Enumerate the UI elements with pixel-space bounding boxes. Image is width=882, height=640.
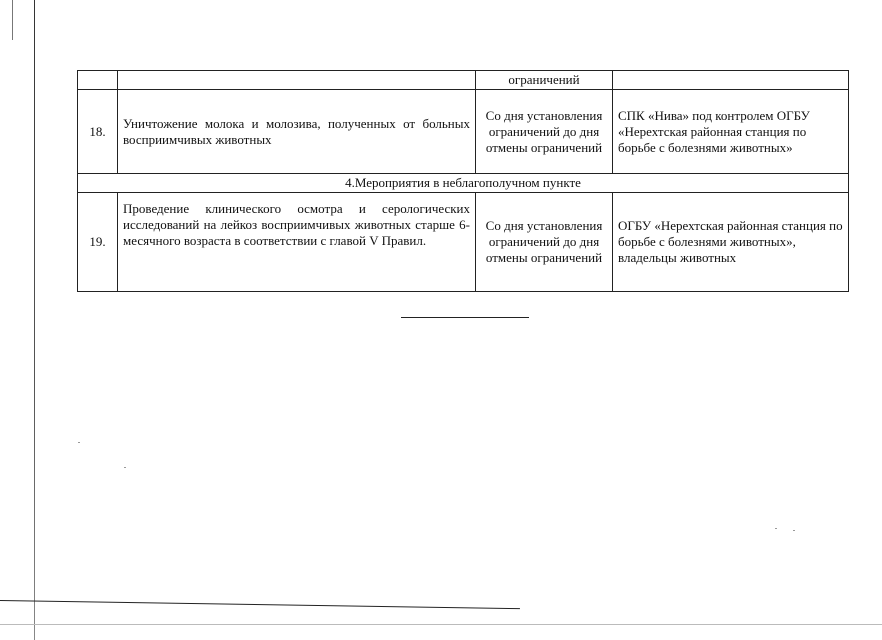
scan-edge-left-top	[12, 0, 13, 40]
scan-edge-bottom	[0, 600, 520, 609]
end-of-document-line	[401, 317, 529, 318]
cell-action: Уничтожение молока и молозива, полученных от больных восприимчивых животных	[118, 90, 476, 174]
cell-num: 19.	[78, 193, 118, 292]
table-row-continuation	[78, 71, 849, 90]
table-row-19	[78, 193, 849, 292]
scan-speck	[775, 528, 777, 529]
scan-speck	[793, 530, 795, 531]
cell-responsible: СПК «Нива» под контролем ОГБУ «Нерехтская районная станция по борьбе с болезнями животных»	[613, 90, 849, 174]
cell-num	[78, 71, 118, 90]
cell-time: ограничений	[476, 71, 613, 90]
table-row-18	[78, 90, 849, 174]
measures-table	[77, 70, 849, 292]
cell-time: Со дня установления ограничений до дня отмены ограничений	[476, 90, 613, 174]
cell-responsible	[613, 71, 849, 90]
cell-time: Со дня установления ограничений до дня отмены ограничений	[476, 193, 613, 292]
scan-speck	[78, 442, 80, 443]
cell-action: Проведение клинического осмотра и серологических исследований на лейкоз восприимчивых животных старше 6-месячного возраста в соответствии с главой V Правил.	[118, 193, 476, 292]
cell-responsible: ОГБУ «Нерехтская районная станция по борьбе с болезнями животных», владельцы животных	[613, 193, 849, 292]
scan-edge-left	[34, 0, 35, 640]
cell-action	[118, 71, 476, 90]
section-row-4	[78, 174, 849, 193]
scan-edge-bottom-faint	[0, 624, 882, 625]
cell-num: 18.	[78, 90, 118, 174]
scan-speck	[124, 467, 126, 468]
section-title: 4.Мероприятия в неблагополучном пункте	[78, 174, 849, 193]
